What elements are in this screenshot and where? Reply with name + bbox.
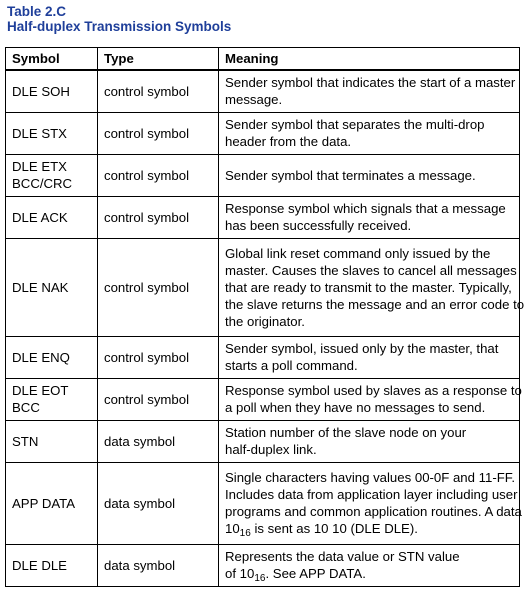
symbol-cell [6,238,98,336]
symbol-line: DLE STX [12,125,67,141]
symbols-table [5,47,525,587]
meaning-line: Response symbol used by slaves as a response to [225,383,522,398]
meaning-line: Represents the data value or STN value [225,549,460,564]
symbol-line: BCC/CRC [12,176,73,191]
symbol-line: BCC [12,400,40,415]
meaning-line: has been successfully received. [225,218,412,233]
table-row [6,336,520,378]
meaning-line: Single characters having values 00-0F and 11-FF. [225,470,516,485]
table-row [6,70,520,112]
table-row [6,378,520,420]
table-row [6,544,520,586]
symbol-line: DLE DLE [12,557,67,573]
table-row [6,112,520,154]
meaning-text: is sent as 10 10 (DLE DLE). [250,521,418,536]
table-caption [7,4,231,34]
meaning-line: Global link reset command only issued by the [225,245,491,261]
symbol-line: DLE ENQ [12,349,70,365]
column-header-type: Type [98,48,219,71]
column-header-symbol: Symbol [6,48,98,71]
meaning-line: the originator. [225,313,305,329]
symbol-line: DLE ETX [12,159,67,174]
symbol-cell [6,420,98,462]
meaning-cell [219,196,520,238]
meaning-cell [219,70,520,112]
meaning-text: . See APP DATA. [265,566,366,581]
type-cell: control symbol [98,154,219,196]
column-header-meaning: Meaning [219,48,520,71]
meaning-line: Sender symbol, issued only by the master, that [225,341,499,356]
type-cell: control symbol [98,70,219,112]
meaning-cell [219,238,525,336]
meaning-line: master. Causes the slaves to cancel all messages [225,262,517,278]
meaning-cell [219,336,520,378]
meaning-line: Sender symbol that indicates the start of a master [225,75,516,91]
symbol-cell [6,112,98,154]
meaning-line: Response symbol which signals that a message [225,201,506,216]
symbol-cell [6,378,98,420]
meaning-cell [219,544,520,586]
meaning-cell [219,154,520,196]
symbol-line: STN [12,433,39,449]
type-cell: control symbol [98,112,219,154]
subscript: 16 [239,528,251,539]
symbol-line: DLE NAK [12,279,69,295]
meaning-line: Includes data from application layer including user [225,487,518,502]
table-row [6,238,520,336]
table-title: Half-duplex Transmission Symbols [7,19,232,34]
meaning-line: message. [225,92,283,108]
symbol-line: APP DATA [12,495,76,511]
meaning-cell [219,112,520,154]
table-body [6,70,525,586]
symbol-cell [6,70,98,112]
symbol-cell [6,462,98,544]
subscript: 16 [254,573,266,584]
meaning-line: that are ready to transmit to the master. Typically, [225,279,512,295]
meaning-line: Sender symbol that terminates a message. [225,167,476,183]
symbol-line: DLE ACK [12,209,68,225]
meaning-line [225,520,513,537]
type-cell: data symbol [98,462,219,544]
meaning-line: Sender symbol that separates the multi-drop [225,117,485,132]
symbol-cell [6,154,98,196]
meaning-text: 10 [225,521,240,536]
type-cell: control symbol [98,238,219,336]
meaning-line: starts a poll command. [225,358,358,373]
meaning-cell [219,462,520,544]
meaning-text: of 10 [225,566,255,581]
symbol-line: DLE EOT [12,383,69,398]
meaning-line [225,565,513,582]
table-row [6,420,520,462]
table-number: Table 2.C [7,4,67,19]
meaning-line: half-duplex link. [225,442,317,457]
symbol-cell [6,196,98,238]
meaning-cell [219,420,520,462]
type-cell: control symbol [98,196,219,238]
type-cell: data symbol [98,544,219,586]
symbol-line: DLE SOH [12,83,70,99]
meaning-line: header from the data. [225,134,352,149]
table-header-row [6,48,520,71]
table-row [6,196,520,238]
type-cell: control symbol [98,378,219,420]
type-cell: data symbol [98,420,219,462]
type-cell: control symbol [98,336,219,378]
table-row [6,462,520,544]
meaning-line: Station number of the slave node on your [225,425,467,440]
symbol-cell [6,336,98,378]
symbol-cell [6,544,98,586]
meaning-line: the slave returns the message and an error code to [225,296,525,312]
table-row [6,154,520,196]
meaning-cell [219,378,520,420]
meaning-line: programs and common application routines. A data [225,504,522,519]
meaning-line: a poll when they have no messages to send. [225,400,486,415]
